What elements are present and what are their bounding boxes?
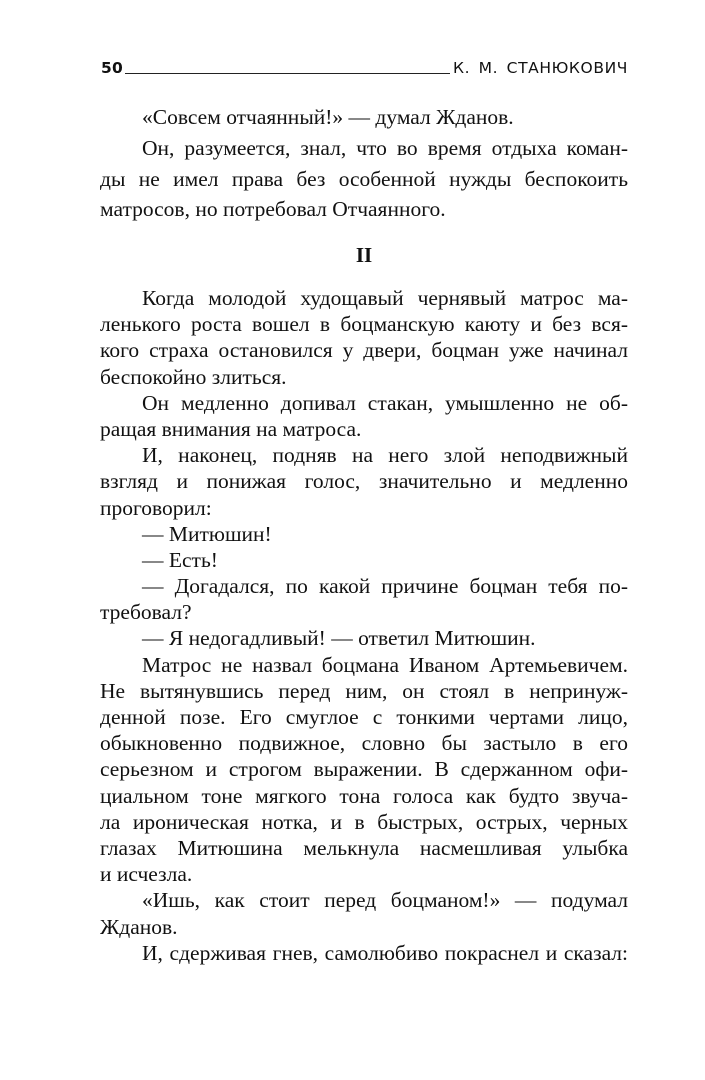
header-rule: [125, 73, 450, 74]
text-line: Жданов.: [100, 914, 178, 939]
text-line: ла ироническая нотка, и в быстрых, острых, черных: [100, 809, 628, 834]
text-line: Когда молодой худощавый чернявый матрос ма-: [142, 286, 628, 310]
text-line: ленького роста вошел в боцманскую каюту и без вся-: [100, 312, 628, 337]
running-header: [101, 55, 628, 77]
text-line: и исчезла.: [100, 862, 193, 887]
text-line: взгляд и понижая голос, значительно и медленно: [100, 469, 628, 494]
text-line: глазах Митюшина мелькнула насмешливая улыбка: [100, 835, 628, 860]
text-line: циальном тоне мягкого тона голоса как будто звуча-: [100, 783, 628, 808]
text-line: обыкновенно подвижное, словно бы застыло в его: [100, 731, 628, 756]
text-line: — Догадался, по какой причине боцман тебя по-: [142, 574, 628, 599]
text-line: матросов, но потребовал Отчаянного.: [100, 197, 446, 222]
text-line: Матрос не назвал боцмана Иваном Артемьевичем.: [142, 652, 628, 677]
chapter-heading: II: [355, 243, 373, 267]
text-block-main: [100, 285, 628, 966]
text-line: — Я недогадливый! — ответил Митюшин.: [142, 626, 536, 651]
text-line: «Ишь, как стоит перед боцманом!» — подумал: [142, 888, 628, 913]
text-line: проговорил:: [100, 495, 212, 520]
text-line: беспокойно злиться.: [100, 364, 287, 389]
text-line: ращая внимания на матроса.: [100, 416, 362, 441]
running-header-author: К. М. СТАНЮКОВИЧ: [452, 59, 628, 77]
text-line: «Совсем отчаянный!» — думал Жданов.: [142, 105, 514, 129]
text-line: серьезном и строгом выражении. В сдержанном офи-: [100, 757, 628, 782]
page-number: 50: [101, 59, 123, 77]
text-line: требовал?: [100, 600, 192, 625]
text-line: денной позе. Его смуглое с тонкими чертами лицо,: [100, 705, 628, 729]
text-line: И, сдерживая гнев, самолюбиво покраснел и сказал:: [142, 940, 628, 965]
text-line: — Митюшин!: [142, 521, 272, 546]
text-block-top: [100, 102, 628, 225]
text-line: — Есть!: [142, 547, 218, 572]
text-line: кого страха остановился у двери, боцман уже начинал: [100, 338, 628, 363]
text-line: Он, разумеется, знал, что во время отдыха коман-: [142, 135, 628, 160]
text-line: ды не имел права без особенной нужды беспокоить: [100, 166, 628, 191]
text-line: Не вытянувшись перед ним, он стоял в непринуж-: [100, 678, 628, 703]
text-line: И, наконец, подняв на него злой неподвижный: [142, 443, 628, 468]
text-line: Он медленно допивал стакан, умышленно не об-: [142, 390, 628, 415]
